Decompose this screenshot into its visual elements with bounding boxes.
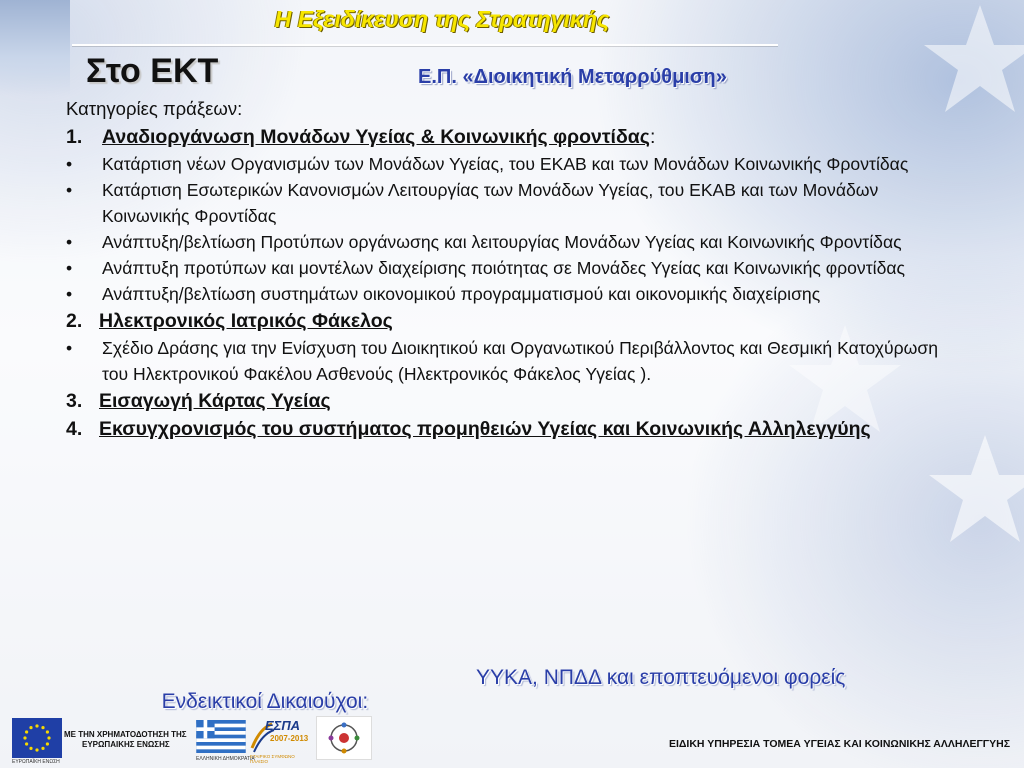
list-item: • Ανάπτυξη/βελτίωση συστημάτων οικονομικού προγραμματισμού και οικονομικής διαχείρισης [66,281,966,307]
espa-caption: ΕΤΑΙΡΙΚΟ ΣΥΜΦΩΝΟ ΠΛΑΙΣΙΟ [250,754,295,764]
category-number: 2. [66,310,83,332]
footer [0,710,1024,768]
category-title-text: Αναδιοργάνωση Μονάδων Υγείας & Κοινωνικής φροντίδας [102,126,650,148]
funding-line: ΜΕ ΤΗΝ ΧΡΗΜΑΤΟΔΟΤΗΣΗ ΤΗΣ [64,730,187,739]
page-title: Στο ΕΚΤ [86,52,219,90]
greek-flag-icon [196,720,246,753]
beneficiaries-label: Ενδεικτικοί Δικαιούχοι: [161,690,369,713]
category-2-bullets [66,335,966,387]
list-item: • Ανάπτυξη προτύπων και μοντέλων διαχείρισης ποιότητας σε Μονάδες Υγείας και Κοινωνικής φροντίδας [66,255,966,281]
espa-label: ΕΣΠΑ [265,718,301,733]
espa-years: 2007-2013 [270,734,309,743]
eu-caption: ΕΥΡΩΠΑΪΚΗ ΕΝΩΣΗ [12,759,60,765]
service-name: ΕΙΔΙΚΗ ΥΠΗΡΕΣΙΑ ΤΟΜΕΑ ΥΓΕΙΑΣ ΚΑΙ ΚΟΙΝΩΝΙΚΗΣ ΑΛΛΗΛΕΓΓΥΗΣ [668,738,1010,750]
category-4-title [66,415,966,443]
list-item: • Σχέδιο Δράσης για την Ενίσχυση του Διοικητικού και Οργανωτικού Περιβάλλοντος και Θεσμική Κατοχύρωση του Ηλεκτρονικού Φακέλου Ασθενούς (Ηλεκτρονικός Φάκελος Υγείας ). [66,335,966,387]
intro-text: Κατηγορίες πράξεων: [66,98,243,119]
list-item: • Κατάρτιση νέων Οργανισμών των Μονάδων Υγείας, του ΕΚΑΒ και των Μονάδων Κοινωνικής Φροντίδας [66,151,966,177]
category-title-suffix: : [649,126,656,148]
list-item: • Κατάρτιση Εσωτερικών Κανονισμών Λειτουργίας των Μονάδων Υγείας, του ΕΚΑΒ και των Μονάδων Κοινωνικής Φροντίδας [66,177,966,229]
category-title-text: Εισαγωγή Κάρτας Υγείας [99,390,331,412]
funding-note [64,730,194,750]
header-left-band [0,0,70,96]
slide-content [66,96,966,443]
program-title: Ε.Π. «Διοικητική Μεταρρύθμιση» [418,66,727,88]
category-title-text: Εκσυγχρονισμός του συστήματος προμηθειών Υγείας και Κοινωνικής Αλληλεγγύης [99,418,871,440]
category-number: 4. [66,418,83,440]
category-number: 1. [66,126,83,148]
list-item: • Ανάπτυξη/βελτίωση Προτύπων οργάνωσης και λειτουργίας Μονάδων Υγείας και Κοινωνικής Φροντίδας [66,229,966,255]
header-divider [72,44,778,46]
funding-line: ΕΥΡΩΠΑΙΚΗΣ ΕΝΩΣΗΣ [82,740,170,749]
category-3-title [66,387,966,415]
category-1-bullets [66,151,966,307]
beneficiaries-value: ΥΥΚΑ, ΝΠΔΔ και εποπτευόμενοι φορείς [476,666,846,689]
category-number: 3. [66,390,83,412]
category-2-title [66,307,966,335]
eu-flag-icon [12,718,62,758]
greek-flag-caption: ΕΛΛΗΝΙΚΗ ΔΗΜΟΚΡΑΤΙΑ [196,756,255,762]
category-title-text: Ηλεκτρονικός Ιατρικός Φάκελος [99,310,393,332]
ministry-emblem-icon [316,716,372,760]
category-1-title [66,123,966,151]
section-title: Η Εξειδίκευση της Στρατηγικής [274,6,610,32]
